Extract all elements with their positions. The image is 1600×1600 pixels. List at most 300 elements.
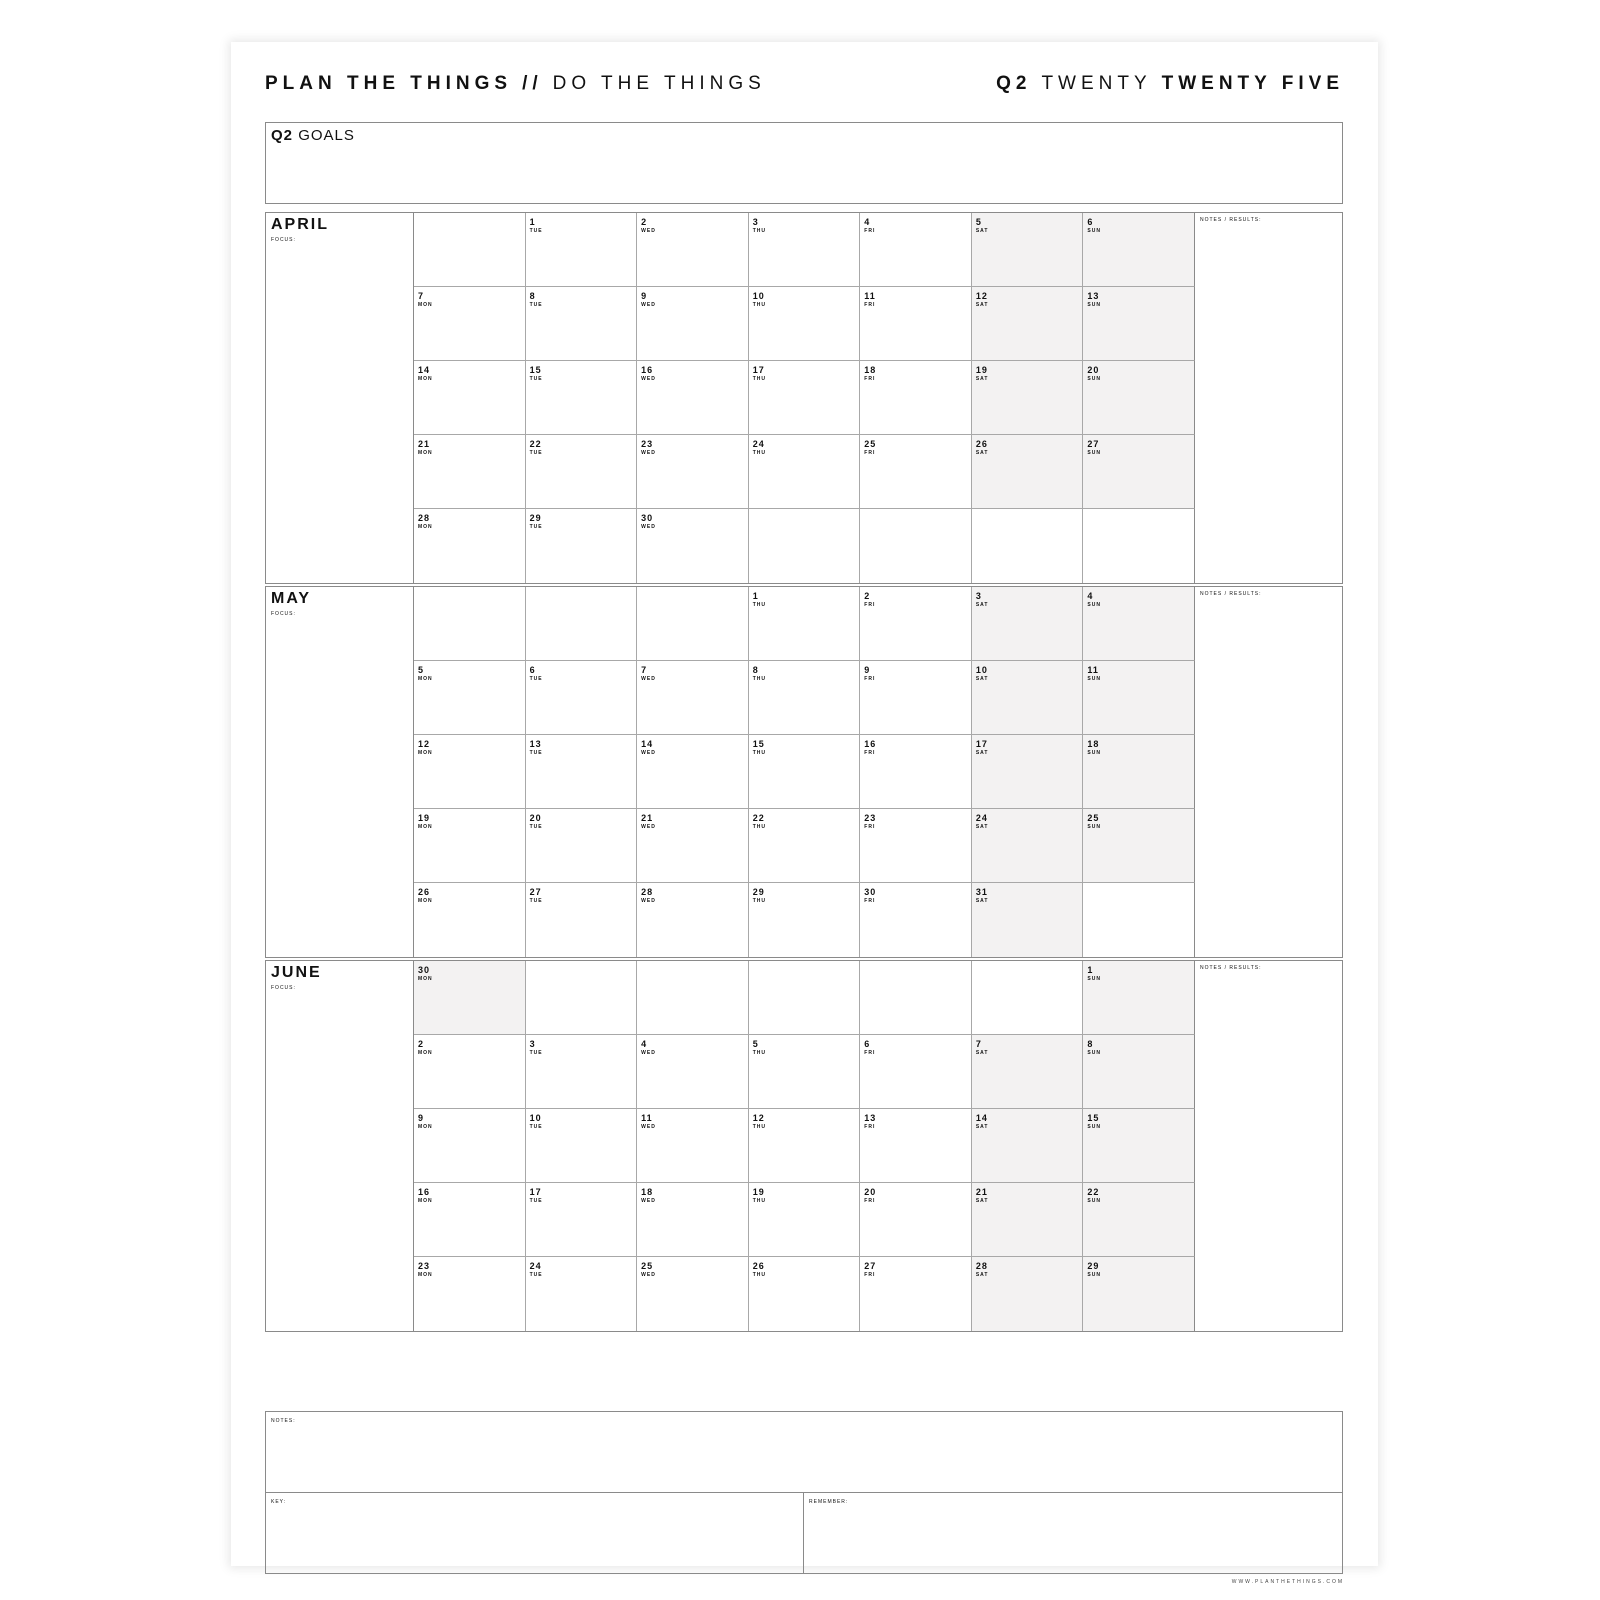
day-number: 11 <box>641 1113 653 1123</box>
weekday-label: SUN <box>1087 228 1101 234</box>
empty-day-cell <box>749 509 861 583</box>
day-cell[interactable] <box>860 1109 972 1183</box>
day-cell[interactable] <box>414 1257 526 1331</box>
day-number: 23 <box>418 1261 431 1271</box>
day-number: 2 <box>641 217 648 227</box>
day-number: 13 <box>1087 291 1100 301</box>
day-number: 23 <box>641 439 654 449</box>
day-cell[interactable] <box>860 587 972 661</box>
weekday-label: FRI <box>864 376 876 382</box>
weekday-label: SUN <box>1087 450 1101 456</box>
day-cell[interactable] <box>1083 735 1195 809</box>
weekday-label: TUE <box>529 302 543 308</box>
month-block-april <box>265 212 1343 584</box>
notes-results-column[interactable] <box>1195 961 1342 1331</box>
day-cell[interactable] <box>526 883 638 957</box>
month-name: JUNE <box>271 964 322 981</box>
day-number: 28 <box>641 887 654 897</box>
day-cell[interactable] <box>637 809 749 883</box>
weekday-label: THU <box>752 450 766 456</box>
day-cell[interactable] <box>414 661 526 735</box>
day-cell[interactable] <box>972 1035 1084 1109</box>
weekday-label: MON <box>418 302 433 308</box>
day-number: 28 <box>418 513 431 523</box>
empty-day-cell <box>972 509 1084 583</box>
empty-day-cell <box>637 961 749 1035</box>
weekday-label: FRI <box>864 676 876 682</box>
day-number: 2 <box>418 1039 425 1049</box>
weekday-label: FRI <box>864 228 876 234</box>
year-word-1: TWENTY <box>1041 73 1152 94</box>
weekday-label: FRI <box>864 750 876 756</box>
goals-quarter: Q2 <box>271 127 294 144</box>
weekday-label: WED <box>641 750 656 756</box>
day-number: 7 <box>641 665 648 675</box>
day-number: 18 <box>641 1187 654 1197</box>
day-number: 18 <box>1087 739 1100 749</box>
day-number: 26 <box>418 887 431 897</box>
month-header-cell[interactable] <box>266 961 414 1331</box>
day-cell[interactable] <box>860 661 972 735</box>
day-number: 26 <box>975 439 988 449</box>
weekday-label: THU <box>752 898 766 904</box>
day-cell[interactable] <box>526 213 638 287</box>
weekday-label: THU <box>752 1050 766 1056</box>
day-number: 23 <box>864 813 877 823</box>
calendar-grid <box>414 587 1195 957</box>
weekday-label: SAT <box>975 1198 989 1204</box>
header-quarter <box>996 73 1344 95</box>
weekday-label: SAT <box>975 750 989 756</box>
day-number: 25 <box>641 1261 654 1271</box>
day-number: 28 <box>975 1261 988 1271</box>
day-number: 21 <box>418 439 431 449</box>
day-number: 16 <box>864 739 877 749</box>
day-cell[interactable] <box>637 435 749 509</box>
day-cell[interactable] <box>414 509 526 583</box>
weekday-label: THU <box>752 676 766 682</box>
day-number: 4 <box>1087 591 1094 601</box>
weekday-label: FRI <box>864 450 876 456</box>
day-number: 8 <box>752 665 759 675</box>
weekday-label: THU <box>752 376 766 382</box>
day-number: 20 <box>529 813 542 823</box>
tagline-separator: // <box>522 73 543 94</box>
goals-label <box>271 127 355 144</box>
weekday-label: FRI <box>864 602 876 608</box>
day-cell[interactable] <box>637 1257 749 1331</box>
day-cell[interactable] <box>1083 1035 1195 1109</box>
day-cell[interactable] <box>749 809 861 883</box>
day-number: 30 <box>641 513 654 523</box>
weekday-label: TUE <box>529 898 543 904</box>
day-cell[interactable] <box>414 435 526 509</box>
day-number: 15 <box>752 739 765 749</box>
weekday-label: THU <box>752 228 766 234</box>
weekday-label: SUN <box>1087 750 1101 756</box>
day-cell[interactable] <box>526 809 638 883</box>
day-number: 9 <box>418 1113 425 1123</box>
weekday-label: MON <box>418 750 433 756</box>
day-cell[interactable] <box>637 1183 749 1257</box>
day-number: 14 <box>641 739 654 749</box>
day-number: 17 <box>529 1187 542 1197</box>
weekday-label: TUE <box>529 1124 543 1130</box>
day-cell[interactable] <box>860 735 972 809</box>
day-cell[interactable] <box>972 1109 1084 1183</box>
weekday-label: SUN <box>1087 1198 1101 1204</box>
day-number: 19 <box>752 1187 765 1197</box>
weekday-label: TUE <box>529 376 543 382</box>
day-number: 3 <box>529 1039 536 1049</box>
weekday-label: WED <box>641 824 656 830</box>
day-cell[interactable] <box>972 213 1084 287</box>
weekday-label: SAT <box>975 450 989 456</box>
day-cell[interactable] <box>1083 361 1195 435</box>
weekday-label: FRI <box>864 1198 876 1204</box>
calendar-grid <box>414 213 1195 583</box>
day-number: 3 <box>975 591 982 601</box>
bottom-notes-label: NOTES: <box>271 1418 296 1424</box>
day-cell[interactable] <box>526 735 638 809</box>
day-number: 20 <box>1087 365 1100 375</box>
day-number: 20 <box>864 1187 877 1197</box>
day-number: 16 <box>418 1187 431 1197</box>
bottom-section <box>265 1411 1343 1574</box>
day-number: 10 <box>529 1113 542 1123</box>
day-cell[interactable] <box>1083 213 1195 287</box>
day-number: 22 <box>1087 1187 1100 1197</box>
day-cell[interactable] <box>972 287 1084 361</box>
empty-day-cell <box>860 961 972 1035</box>
day-cell[interactable] <box>749 587 861 661</box>
weekday-label: MON <box>418 376 433 382</box>
empty-day-cell <box>637 587 749 661</box>
key-box[interactable] <box>266 1493 804 1573</box>
weekday-label: TUE <box>529 824 543 830</box>
day-cell[interactable] <box>637 213 749 287</box>
empty-day-cell <box>1083 883 1195 957</box>
day-cell[interactable] <box>414 809 526 883</box>
weekday-label: TUE <box>529 676 543 682</box>
day-number: 24 <box>975 813 988 823</box>
day-number: 1 <box>752 591 759 601</box>
day-number: 15 <box>1087 1113 1100 1123</box>
notes-results-column[interactable] <box>1195 213 1342 583</box>
weekday-label: THU <box>752 302 766 308</box>
day-cell[interactable] <box>1083 1183 1195 1257</box>
weekday-label: SUN <box>1087 376 1101 382</box>
day-number: 31 <box>975 887 988 897</box>
day-number: 4 <box>864 217 871 227</box>
day-number: 16 <box>641 365 654 375</box>
day-number: 5 <box>752 1039 759 1049</box>
day-cell[interactable] <box>414 1109 526 1183</box>
day-cell[interactable] <box>526 1183 638 1257</box>
weekday-label: SUN <box>1087 824 1101 830</box>
weekday-label: MON <box>418 524 433 530</box>
weekday-label: MON <box>418 1272 433 1278</box>
empty-day-cell <box>972 961 1084 1035</box>
empty-day-cell <box>414 213 526 287</box>
month-header-cell[interactable] <box>266 587 414 957</box>
day-cell[interactable] <box>526 661 638 735</box>
month-header-cell[interactable] <box>266 213 414 583</box>
day-cell[interactable] <box>414 735 526 809</box>
empty-day-cell <box>526 961 638 1035</box>
day-cell[interactable] <box>860 809 972 883</box>
tagline-do: DO THE THINGS <box>552 73 766 94</box>
day-cell[interactable] <box>860 361 972 435</box>
day-cell[interactable] <box>1083 587 1195 661</box>
day-cell[interactable] <box>637 1109 749 1183</box>
remember-label: REMEMBER: <box>809 1499 849 1505</box>
weekday-label: SAT <box>975 302 989 308</box>
weekday-label: SUN <box>1087 976 1101 982</box>
day-cell[interactable] <box>1083 435 1195 509</box>
page-header <box>265 70 1344 98</box>
day-cell[interactable] <box>972 1257 1084 1331</box>
day-cell[interactable] <box>749 361 861 435</box>
day-cell[interactable] <box>414 883 526 957</box>
day-number: 25 <box>864 439 877 449</box>
day-cell[interactable] <box>1083 961 1195 1035</box>
day-number: 6 <box>529 665 536 675</box>
day-cell[interactable] <box>749 883 861 957</box>
day-cell[interactable] <box>526 361 638 435</box>
weekday-label: WED <box>641 450 656 456</box>
day-cell[interactable] <box>749 735 861 809</box>
empty-day-cell <box>749 961 861 1035</box>
weekday-label: THU <box>752 602 766 608</box>
day-cell[interactable] <box>860 435 972 509</box>
day-number: 6 <box>864 1039 871 1049</box>
day-number: 14 <box>975 1113 988 1123</box>
day-number: 27 <box>864 1261 877 1271</box>
day-number: 22 <box>752 813 765 823</box>
day-cell[interactable] <box>972 1183 1084 1257</box>
day-cell[interactable] <box>972 361 1084 435</box>
day-number: 12 <box>752 1113 765 1123</box>
day-cell[interactable] <box>972 883 1084 957</box>
weekday-label: WED <box>641 676 656 682</box>
day-cell[interactable] <box>972 435 1084 509</box>
month-name: APRIL <box>271 216 329 233</box>
year-word-2: TWENTY FIVE <box>1161 73 1344 94</box>
day-cell[interactable] <box>637 1035 749 1109</box>
month-name: MAY <box>271 590 312 607</box>
day-cell[interactable] <box>637 509 749 583</box>
day-number: 12 <box>418 739 431 749</box>
empty-day-cell <box>414 587 526 661</box>
weekday-label: SUN <box>1087 602 1101 608</box>
day-cell[interactable] <box>637 361 749 435</box>
weekday-label: FRI <box>864 1050 876 1056</box>
weekday-label: SAT <box>975 1272 989 1278</box>
weekday-label: FRI <box>864 1124 876 1130</box>
day-number: 17 <box>752 365 765 375</box>
day-number: 19 <box>975 365 988 375</box>
weekday-label: TUE <box>529 228 543 234</box>
remember-box[interactable] <box>804 1493 1342 1573</box>
day-number: 18 <box>864 365 877 375</box>
day-cell[interactable] <box>1083 1109 1195 1183</box>
day-number: 24 <box>752 439 765 449</box>
website-url: WWW.PLANTHETHINGS.COM <box>1231 1579 1344 1585</box>
key-label: KEY: <box>271 1499 287 1505</box>
day-cell[interactable] <box>526 287 638 361</box>
weekday-label: WED <box>641 524 656 530</box>
weekday-label: WED <box>641 898 656 904</box>
day-number: 2 <box>864 591 871 601</box>
day-number: 7 <box>975 1039 982 1049</box>
day-number: 15 <box>529 365 542 375</box>
planner-sheet <box>231 42 1378 1585</box>
weekday-label: SUN <box>1087 676 1101 682</box>
day-number: 14 <box>418 365 431 375</box>
day-cell[interactable] <box>860 1183 972 1257</box>
day-cell[interactable] <box>972 809 1084 883</box>
weekday-label: TUE <box>529 1272 543 1278</box>
day-cell[interactable] <box>749 1257 861 1331</box>
day-cell[interactable] <box>414 1183 526 1257</box>
day-cell[interactable] <box>860 1035 972 1109</box>
day-cell[interactable] <box>637 883 749 957</box>
day-number: 27 <box>529 887 542 897</box>
day-cell[interactable] <box>749 661 861 735</box>
day-number: 29 <box>529 513 542 523</box>
empty-day-cell <box>526 587 638 661</box>
weekday-label: SAT <box>975 376 989 382</box>
goals-word: GOALS <box>298 127 355 144</box>
weekday-label: WED <box>641 1198 656 1204</box>
weekday-label: MON <box>418 824 433 830</box>
day-cell[interactable] <box>1083 287 1195 361</box>
weekday-label: SUN <box>1087 1272 1101 1278</box>
weekday-label: SAT <box>975 1124 989 1130</box>
bottom-notes-box[interactable] <box>266 1412 1342 1493</box>
weekday-label: TUE <box>529 750 543 756</box>
day-cell[interactable] <box>972 587 1084 661</box>
weekday-label: MON <box>418 898 433 904</box>
day-number: 5 <box>418 665 425 675</box>
quarter-label: Q2 <box>996 73 1032 94</box>
notes-results-column[interactable] <box>1195 587 1342 957</box>
day-cell[interactable] <box>1083 661 1195 735</box>
weekday-label: TUE <box>529 1050 543 1056</box>
weekday-label: FRI <box>864 302 876 308</box>
weekday-label: SAT <box>975 228 989 234</box>
day-number: 8 <box>1087 1039 1094 1049</box>
weekday-label: MON <box>418 1124 433 1130</box>
day-cell[interactable] <box>749 435 861 509</box>
day-number: 30 <box>864 887 877 897</box>
month-block-may <box>265 586 1343 958</box>
empty-day-cell <box>860 509 972 583</box>
weekday-label: WED <box>641 228 656 234</box>
day-cell[interactable] <box>637 661 749 735</box>
day-cell[interactable] <box>1083 809 1195 883</box>
weekday-label: THU <box>752 1198 766 1204</box>
day-cell[interactable] <box>972 661 1084 735</box>
weekday-label: TUE <box>529 450 543 456</box>
day-number: 21 <box>975 1187 988 1197</box>
day-cell[interactable] <box>637 735 749 809</box>
weekday-label: MON <box>418 976 433 982</box>
day-cell[interactable] <box>972 735 1084 809</box>
day-number: 13 <box>529 739 542 749</box>
weekday-label: THU <box>752 750 766 756</box>
weekday-label: SAT <box>975 824 989 830</box>
day-number: 6 <box>1087 217 1094 227</box>
notes-results-label: NOTES / RESULTS: <box>1200 217 1262 223</box>
day-cell[interactable] <box>749 213 861 287</box>
day-cell[interactable] <box>526 1109 638 1183</box>
day-cell[interactable] <box>637 287 749 361</box>
day-number: 3 <box>752 217 759 227</box>
day-cell[interactable] <box>526 1035 638 1109</box>
weekday-label: SAT <box>975 602 989 608</box>
day-cell[interactable] <box>414 287 526 361</box>
weekday-label: SUN <box>1087 1050 1101 1056</box>
day-number: 7 <box>418 291 425 301</box>
weekday-label: FRI <box>864 824 876 830</box>
day-number: 29 <box>1087 1261 1100 1271</box>
day-number: 5 <box>975 217 982 227</box>
day-cell[interactable] <box>749 1035 861 1109</box>
day-cell[interactable] <box>414 1035 526 1109</box>
day-number: 11 <box>1087 665 1099 675</box>
day-cell[interactable] <box>749 1109 861 1183</box>
day-cell[interactable] <box>860 883 972 957</box>
day-cell[interactable] <box>860 213 972 287</box>
day-cell[interactable] <box>526 1257 638 1331</box>
weekday-label: SAT <box>975 1050 989 1056</box>
day-number: 21 <box>641 813 654 823</box>
day-number: 17 <box>975 739 988 749</box>
weekday-label: SAT <box>975 898 989 904</box>
notes-results-label: NOTES / RESULTS: <box>1200 591 1262 597</box>
weekday-label: THU <box>752 1272 766 1278</box>
weekday-label: SUN <box>1087 1124 1101 1130</box>
day-number: 10 <box>975 665 988 675</box>
day-cell[interactable] <box>749 287 861 361</box>
weekday-label: THU <box>752 824 766 830</box>
weekday-label: FRI <box>864 1272 876 1278</box>
day-number: 19 <box>418 813 431 823</box>
goals-box[interactable] <box>265 122 1343 204</box>
day-number: 22 <box>529 439 542 449</box>
day-cell[interactable] <box>1083 1257 1195 1331</box>
weekday-label: MON <box>418 1050 433 1056</box>
weekday-label: WED <box>641 376 656 382</box>
weekday-label: FRI <box>864 898 876 904</box>
day-cell[interactable] <box>860 287 972 361</box>
calendar-grid <box>414 961 1195 1331</box>
day-number: 1 <box>529 217 536 227</box>
day-cell[interactable] <box>526 435 638 509</box>
day-cell[interactable] <box>526 509 638 583</box>
day-cell[interactable] <box>749 1183 861 1257</box>
day-cell[interactable] <box>860 1257 972 1331</box>
weekday-label: MON <box>418 676 433 682</box>
weekday-label: TUE <box>529 524 543 530</box>
focus-label: FOCUS: <box>271 237 296 243</box>
weekday-label: MON <box>418 1198 433 1204</box>
day-cell[interactable] <box>414 361 526 435</box>
day-cell[interactable] <box>414 961 526 1035</box>
weekday-label: WED <box>641 1272 656 1278</box>
